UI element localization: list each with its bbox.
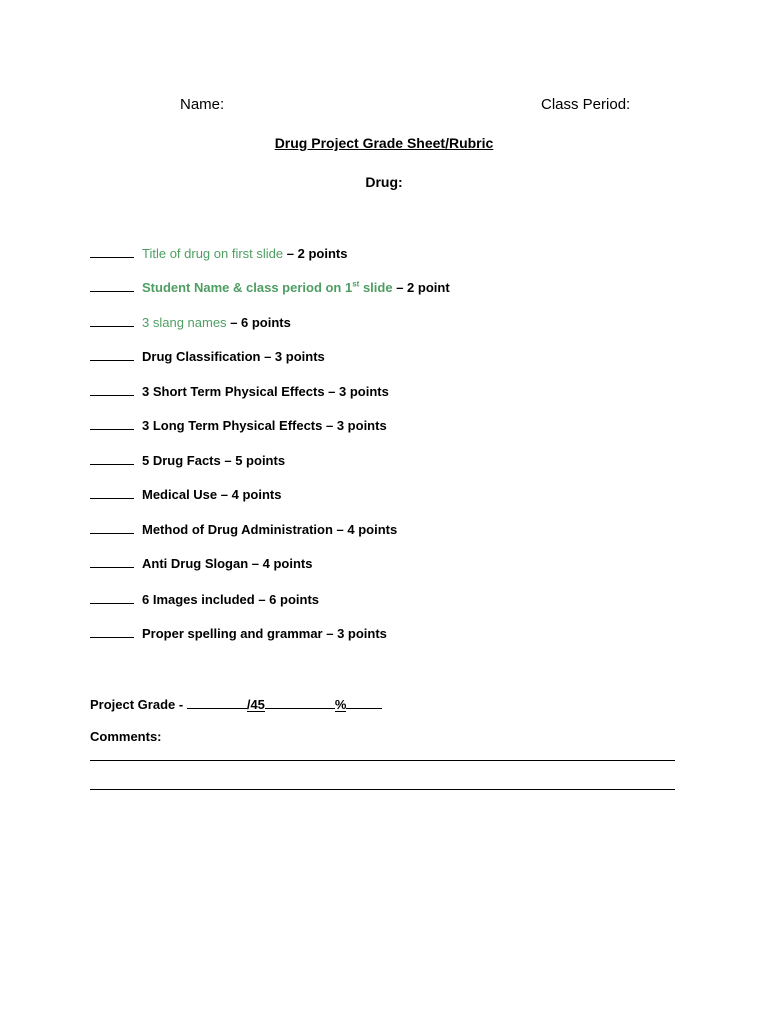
score-blank[interactable] [90,415,134,430]
rubric-item-points: – 4 points [251,556,313,571]
ordinal-suffix: st [352,279,360,289]
project-grade-row [90,694,382,712]
page-title: Drug Project Grade Sheet/Rubric [274,135,494,151]
rubric-item [90,415,387,433]
rubric-item [90,623,387,641]
rubric-item-label: 3 Long Term Physical Effects [142,418,323,433]
rubric-item [90,589,319,607]
comments-label: Comments: [90,729,162,744]
rubric-item-points: – 4 points [220,487,282,502]
grade-trailing-blank [346,694,382,709]
rubric-item [90,243,347,261]
rubric-item-label: 3 Short Term Physical Effects [142,384,325,399]
grade-percent-blank[interactable] [265,694,335,709]
rubric-item [90,484,281,502]
rubric-item [90,346,325,364]
grade-percent-sign: % [334,697,347,712]
score-blank[interactable] [90,623,134,638]
grade-score-blank[interactable] [187,694,247,709]
rubric-item-points: – 2 point [396,280,450,295]
rubric-item-label: Anti Drug Slogan [142,556,249,571]
rubric-item-points: – 5 points [224,453,286,468]
rubric-item-label: 6 Images included [142,592,255,607]
name-label: Name: [180,96,225,113]
rubric-item-label: Student Name & class period on 1st slide [142,279,393,295]
rubric-item-points: – 3 points [326,418,387,433]
score-blank[interactable] [90,243,134,258]
rubric-item-label: Drug Classification [142,349,261,364]
grade-out-of: /45 [246,697,265,712]
rubric-item [90,381,389,399]
score-blank[interactable] [90,484,134,499]
drug-label: Drug: [365,174,403,190]
rubric-item-points: – 3 points [264,349,325,364]
score-blank[interactable] [90,553,134,568]
rubric-item [90,450,285,468]
comment-line[interactable] [90,789,675,790]
rubric-item-points: – 2 points [286,246,348,261]
score-blank[interactable] [90,277,134,292]
rubric-item-label: Medical Use [142,487,218,502]
comment-line[interactable] [90,760,675,761]
rubric-item-label: Method of Drug Administration [142,522,333,537]
rubric-item [90,312,291,330]
rubric-item-label: 5 Drug Facts [142,453,221,468]
rubric-item-label: Proper spelling and grammar [142,626,323,641]
class-period-label: Class Period: [541,96,631,113]
score-blank[interactable] [90,346,134,361]
rubric-item-label: Title of drug on first slide [142,246,284,261]
rubric-item-points: – 3 points [326,626,387,641]
score-blank[interactable] [90,450,134,465]
rubric-item-points: – 4 points [336,522,398,537]
score-blank[interactable] [90,589,134,604]
score-blank[interactable] [90,381,134,396]
rubric-item [90,519,397,537]
score-blank[interactable] [90,312,134,327]
rubric-item [90,553,312,571]
rubric-item [90,277,450,295]
score-blank[interactable] [90,519,134,534]
rubric-item-points: – 3 points [328,384,389,399]
rubric-item-label: 3 slang names [142,315,227,330]
project-grade-label: Project Grade - [90,697,184,712]
rubric-item-points: – 6 points [258,592,320,607]
rubric-item-points: – 6 points [230,315,291,330]
